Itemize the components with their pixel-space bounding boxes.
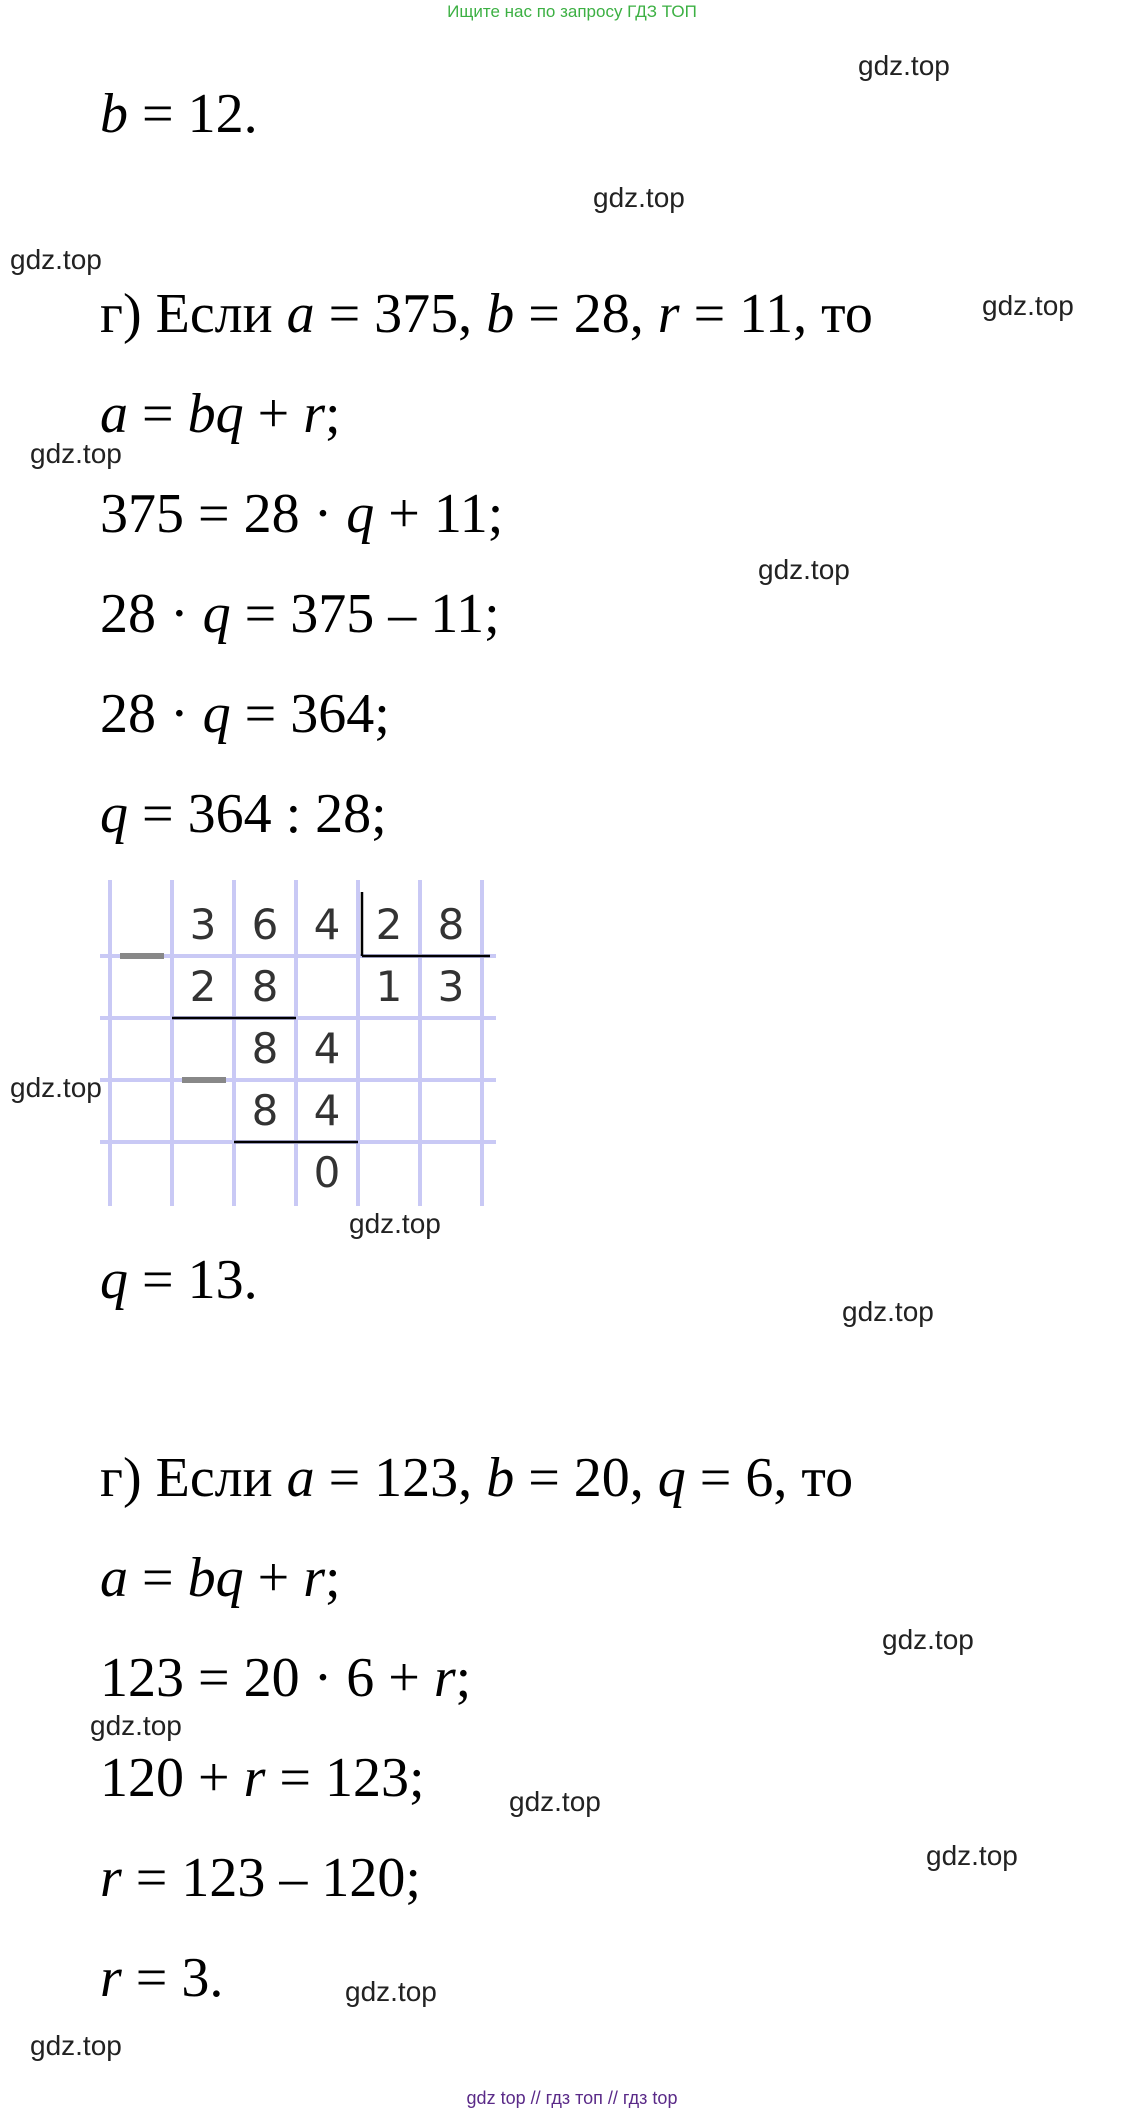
prev-result: b = 12.	[100, 83, 258, 145]
g2-step-1: a = bq + r;	[100, 1547, 341, 1609]
g1-step-2: 375 = 28 · q + 11;	[100, 483, 504, 545]
watermark: gdz.top	[10, 244, 102, 275]
dividend-digit: 4	[313, 900, 341, 949]
watermark: gdz.top	[926, 1840, 1018, 1871]
g2-condition: г) Если a = 123, b = 20, q = 6, то	[100, 1447, 854, 1509]
dividend-digit: 3	[189, 900, 217, 949]
subtrahend-digit: 4	[313, 1086, 341, 1135]
g1-step-4: 28 · q = 364;	[100, 683, 390, 745]
g1-step-3: 28 · q = 375 – 11;	[100, 583, 500, 645]
g1-result: q = 13.	[100, 1249, 258, 1311]
divisor-digit: 8	[437, 900, 465, 949]
quotient-digit: 1	[375, 962, 403, 1011]
watermark: gdz.top	[882, 1624, 974, 1655]
watermark: gdz.top	[345, 1976, 437, 2007]
watermark: gdz.top	[30, 2030, 122, 2061]
g1-step-5: q = 364 : 28;	[100, 783, 387, 845]
watermark: gdz.top	[758, 554, 850, 585]
divisor-digit: 2	[375, 900, 403, 949]
watermark: gdz.top	[90, 1710, 182, 1741]
final-remainder: 0	[313, 1148, 341, 1197]
remainder-step-digit: 4	[313, 1024, 341, 1073]
g2-step-4: r = 123 – 120;	[100, 1847, 421, 1909]
footer-links[interactable]: gdz top // гдз топ // гдз top	[466, 2088, 678, 2108]
remainder-step-digit: 8	[251, 1024, 279, 1073]
watermark: gdz.top	[858, 50, 950, 81]
dividend-digit: 6	[251, 900, 279, 949]
g1-step-1: a = bq + r;	[100, 383, 341, 445]
g2-step-3: 120 + r = 123;	[100, 1747, 425, 1809]
watermark: gdz.top	[593, 182, 685, 213]
subtrahend-digit: 2	[189, 962, 217, 1011]
subtrahend-digit: 8	[251, 1086, 279, 1135]
search-hint-link[interactable]: Ищите нас по запросу ГДЗ ТОП	[447, 2, 697, 21]
g2-step-2: 123 = 20 · 6 + r;	[100, 1647, 472, 1709]
watermark: gdz.top	[842, 1296, 934, 1327]
watermark: gdz.top	[30, 438, 122, 469]
quotient-digit: 3	[437, 962, 465, 1011]
watermark: gdz.top	[10, 1072, 102, 1103]
subtrahend-digit: 8	[251, 962, 279, 1011]
long-division	[100, 880, 496, 1206]
g2-result: r = 3.	[100, 1947, 224, 2009]
watermark: gdz.top	[509, 1786, 601, 1817]
watermark: gdz.top	[349, 1208, 441, 1239]
g1-condition: г) Если a = 375, b = 28, r = 11, то	[100, 283, 873, 345]
watermark: gdz.top	[982, 290, 1074, 321]
